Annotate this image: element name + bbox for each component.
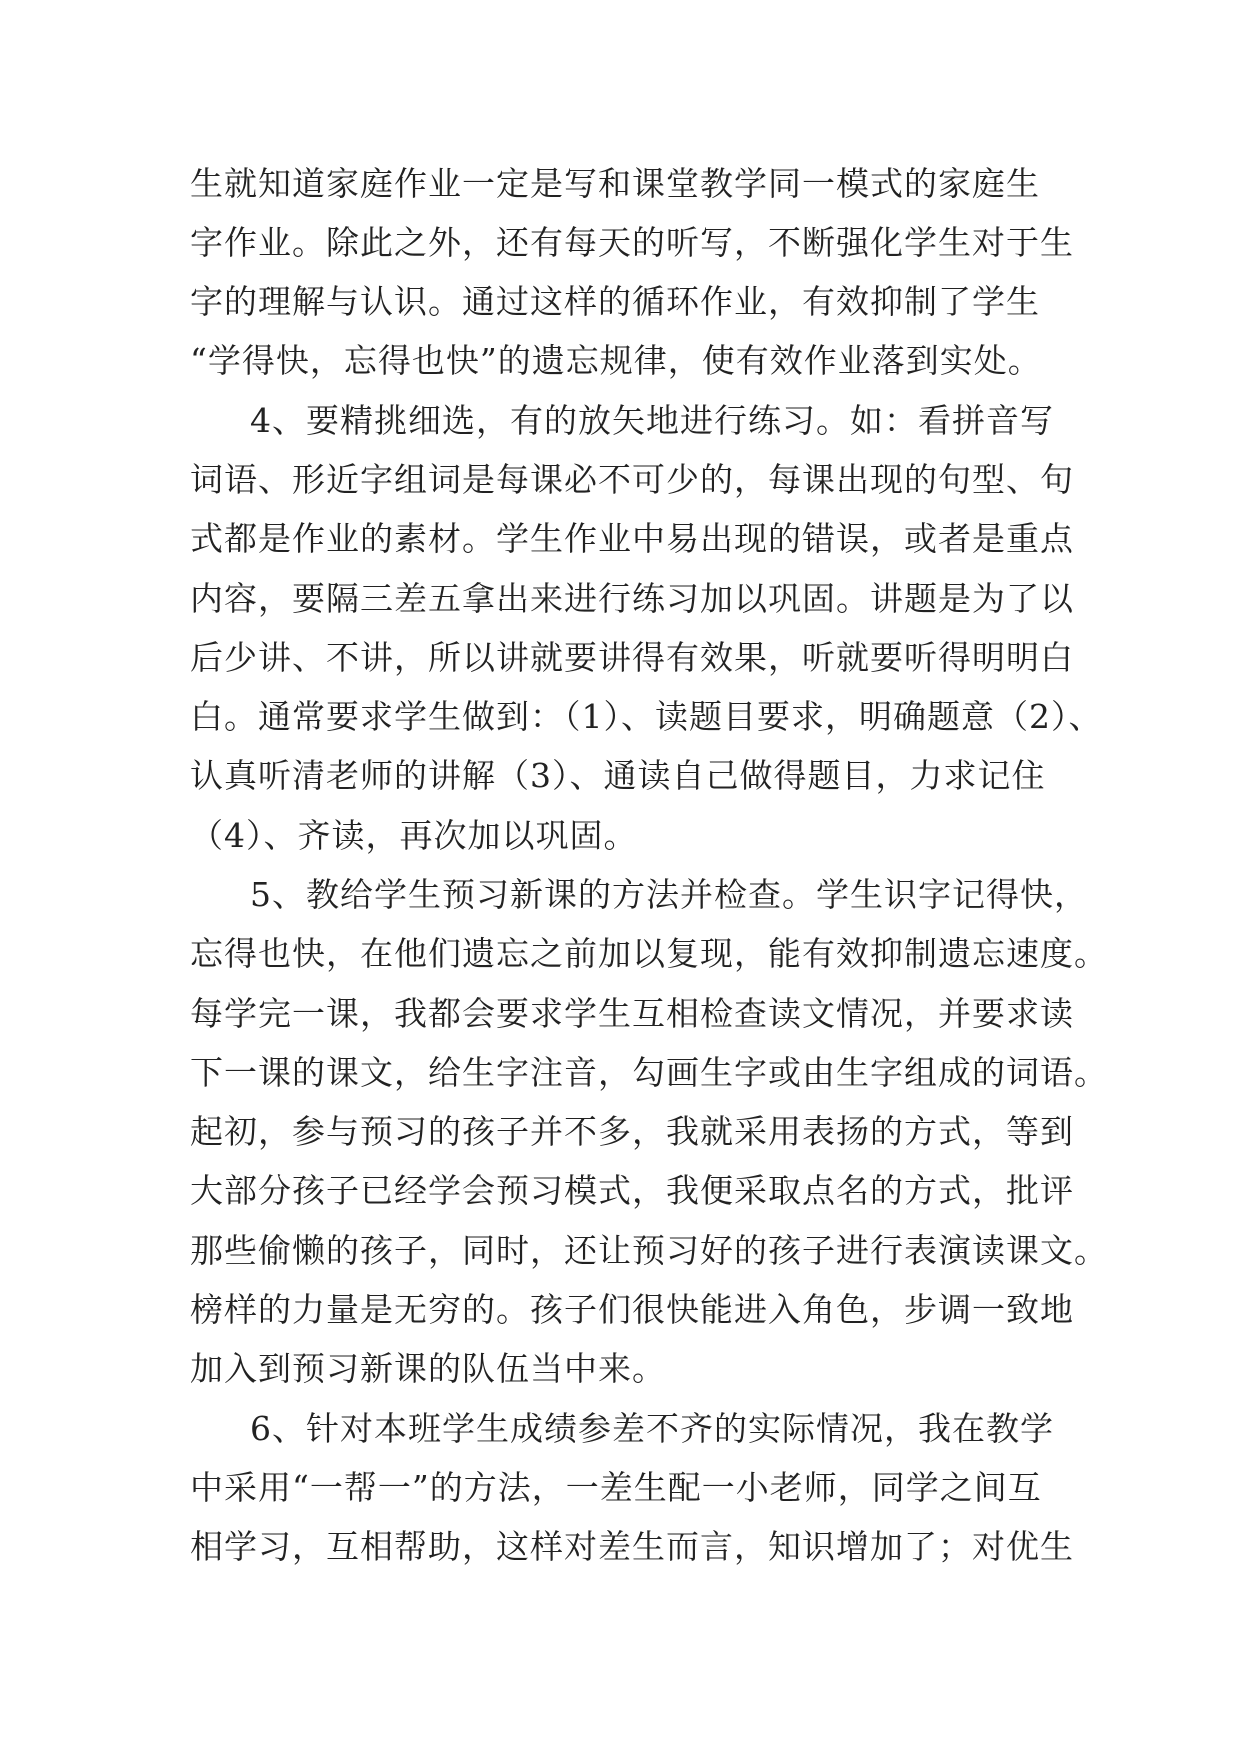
body-text-line: 白。通常要求学生做到：（1）、读题目要求，明确题意（2）、 <box>190 697 1103 736</box>
body-text-line: 字作业。除此之外，还有每天的听写，不断强化学生对于生 <box>190 223 1074 262</box>
body-text-line: “学得快，忘得也快”的遗忘规律，使有效作业落到实处。 <box>190 341 1042 380</box>
body-text-line: 词语、形近字组词是每课必不可少的，每课出现的句型、句 <box>190 460 1074 499</box>
paragraph-6-first-line: 6、针对本班学生成绩参差不齐的实际情况，我在教学 <box>250 1409 1054 1448</box>
paragraph-4-first-line: 4、要精挑细选，有的放矢地进行练习。如：看拼音写 <box>250 401 1054 440</box>
body-text-line: 字的理解与认识。通过这样的循环作业，有效抑制了学生 <box>190 282 1040 321</box>
body-text-line: 式都是作业的素材。学生作业中易出现的错误，或者是重点 <box>190 519 1074 558</box>
paragraph-5-first-line: 5、教给学生预习新课的方法并检查。学生识字记得快， <box>250 875 1088 914</box>
body-text-line: 生就知道家庭作业一定是写和课堂教学同一模式的家庭生 <box>190 164 1040 203</box>
body-text-line: 后少讲、不讲，所以讲就要讲得有效果，听就要听得明明白 <box>190 638 1074 677</box>
body-text-line: 认真听清老师的讲解（3）、通读自己做得题目，力求记住 <box>190 756 1046 795</box>
body-text-line: 忘得也快，在他们遗忘之前加以复现，能有效抑制遗忘速度。 <box>190 934 1108 973</box>
body-text-line: 内容，要隔三差五拿出来进行练习加以巩固。讲题是为了以 <box>190 579 1074 618</box>
body-text-line: 起初，参与预习的孩子并不多，我就采用表扬的方式，等到 <box>190 1112 1074 1151</box>
body-text-line: 中采用“一帮一”的方法，一差生配一小老师，同学之间互 <box>190 1468 1042 1507</box>
body-text-line: 加入到预习新课的队伍当中来。 <box>190 1349 666 1388</box>
body-text-line: 大部分孩子已经学会预习模式，我便采取点名的方式，批评 <box>190 1171 1074 1210</box>
body-text-line: 相学习，互相帮助，这样对差生而言，知识增加了；对优生 <box>190 1527 1074 1566</box>
body-text-line: 下一课的课文，给生字注音，勾画生字或由生字组成的词语。 <box>190 1053 1108 1092</box>
body-text-line: 那些偷懒的孩子，同时，还让预习好的孩子进行表演读课文。 <box>190 1231 1108 1270</box>
body-text-line: 每学完一课，我都会要求学生互相检查读文情况，并要求读 <box>190 994 1074 1033</box>
body-text-line: 榜样的力量是无穷的。孩子们很快能进入角色，步调一致地 <box>190 1290 1074 1329</box>
body-text-line: （4）、齐读，再次加以巩固。 <box>190 816 638 855</box>
